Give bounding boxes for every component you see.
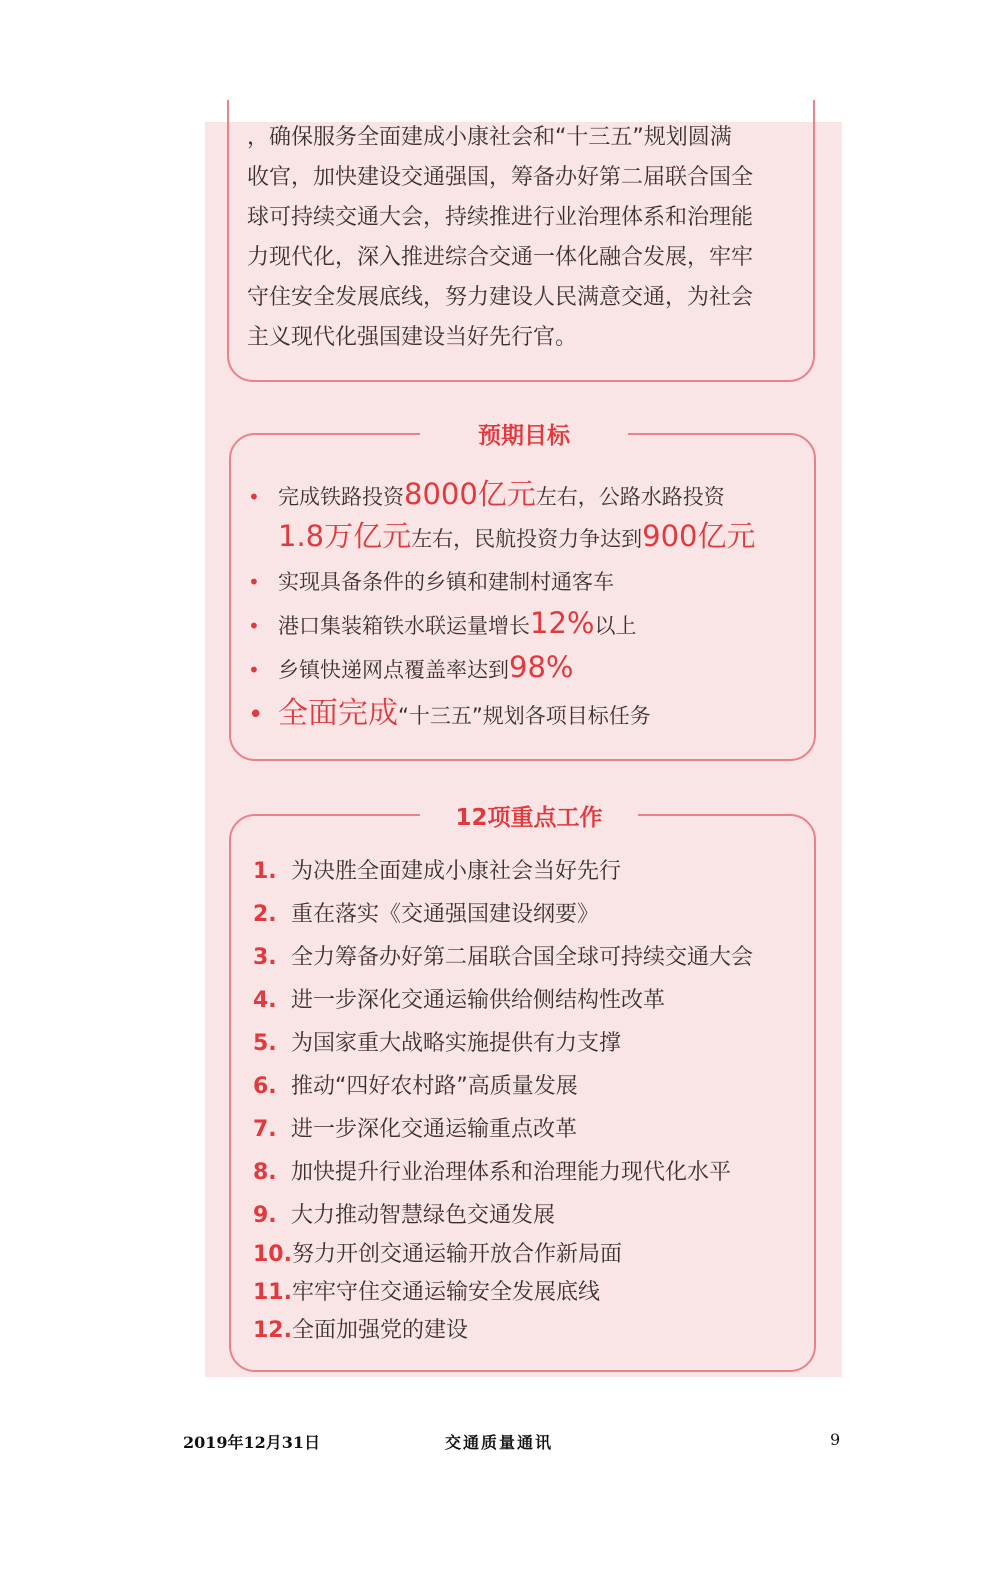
work-item-text: 为国家重大战略实施提供有力支撑 — [291, 1031, 622, 1056]
work-item — [253, 983, 813, 1014]
work-item — [253, 1198, 813, 1229]
work-item — [253, 1237, 813, 1268]
goal-highlight: 全面完成 — [278, 696, 398, 731]
work-item-text: 进一步深化交通运输重点改革 — [291, 1117, 578, 1142]
footer-page-number: 9 — [830, 1430, 841, 1449]
goal-item — [248, 472, 725, 513]
work-item — [253, 1112, 813, 1143]
work-item-text: 重在落实《交通强国建设纲要》 — [291, 902, 600, 927]
intro-line: 守住安全发展底线，努力建设人民满意交通，为社会 — [247, 285, 754, 310]
work-item — [253, 1155, 813, 1186]
goal-highlight: 900亿元 — [642, 519, 756, 553]
work-item-number: 7. — [253, 1117, 277, 1142]
work-item — [253, 854, 813, 885]
goal-highlight: 12% — [530, 606, 595, 640]
goals-title: 预期目标 — [420, 417, 628, 450]
footer-publication: 交通质量通讯 — [445, 1433, 554, 1452]
intro-line: 收官，加快建设交通强国，筹备办好第二届联合国全 — [247, 165, 754, 190]
goal-text: “十三五”规划各项目标任务 — [398, 704, 651, 728]
footer-date: 2019年12月31日 — [183, 1433, 321, 1452]
work-item — [253, 897, 813, 928]
work-item-text: 大力推动智慧绿色交通发展 — [291, 1203, 556, 1228]
intro-line: ，确保服务全面建成小康社会和“十三五”规划圆满 — [247, 125, 732, 150]
goal-item — [248, 688, 651, 732]
work-item-text: 推动“四好农村路”高质量发展 — [291, 1074, 578, 1099]
goal-item — [248, 606, 636, 640]
intro-line: 力现代化，深入推进综合交通一体化融合发展，牢牢 — [247, 245, 754, 270]
work-item-number: 4. — [253, 988, 277, 1013]
intro-paragraph — [247, 118, 803, 358]
work-item-text: 进一步深化交通运输供给侧结构性改革 — [291, 988, 666, 1013]
goal-highlight: 98% — [509, 650, 574, 684]
work-item — [253, 1275, 813, 1306]
goal-text: 左右，公路水路投资 — [535, 485, 725, 509]
goal-text: 左右，民航投资力争达到 — [411, 527, 643, 551]
work-item-number: 1. — [253, 859, 277, 884]
intro-line: 球可持续交通大会，持续推进行业治理体系和治理能 — [247, 205, 754, 230]
work-item-text: 为决胜全面建成小康社会当好先行 — [291, 859, 622, 884]
goal-item-continued — [278, 514, 755, 555]
work-item-number: 2. — [253, 902, 277, 927]
work-item-number: 5. — [253, 1031, 277, 1056]
work-item — [253, 940, 813, 971]
goal-text: 港口集装箱铁水联运量增长 — [278, 614, 530, 638]
goal-item — [248, 650, 573, 684]
work-title: 12项重点工作 — [420, 799, 638, 832]
work-item-number: 6. — [253, 1074, 277, 1099]
work-item-number: 12. — [253, 1318, 292, 1343]
work-item-number: 10. — [253, 1242, 292, 1267]
work-item-number: 8. — [253, 1160, 277, 1185]
bullet-icon: • — [248, 570, 260, 594]
bullet-icon: • — [248, 485, 260, 509]
goal-text: 实现具备条件的乡镇和建制村通客车 — [278, 570, 614, 594]
goal-text: 以上 — [594, 614, 637, 638]
work-item-text: 努力开创交通运输开放合作新局面 — [291, 1242, 622, 1267]
work-item-number: 3. — [253, 945, 277, 970]
work-item — [253, 1026, 813, 1057]
goal-highlight: 1.8万亿元 — [278, 519, 412, 553]
bullet-icon: • — [248, 700, 264, 730]
bullet-icon: • — [248, 658, 260, 682]
bullet-icon: • — [248, 614, 260, 638]
goal-item — [248, 566, 614, 596]
work-item-number: 9. — [253, 1203, 277, 1228]
goal-text: 乡镇快递网点覆盖率达到 — [278, 658, 509, 682]
goal-text: 完成铁路投资 — [278, 485, 404, 509]
work-item-text: 全面加强党的建设 — [291, 1318, 468, 1343]
work-item-text: 牢牢守住交通运输安全发展底线 — [291, 1280, 600, 1305]
goal-highlight: 8000亿元 — [404, 477, 536, 511]
work-item-number: 11. — [253, 1280, 292, 1305]
work-item-text: 加快提升行业治理体系和治理能力现代化水平 — [291, 1160, 732, 1185]
work-item — [253, 1313, 813, 1344]
work-item-text: 全力筹备办好第二届联合国全球可持续交通大会 — [291, 945, 754, 970]
work-item — [253, 1069, 813, 1100]
intro-line: 主义现代化强国建设当好先行官。 — [247, 325, 578, 350]
